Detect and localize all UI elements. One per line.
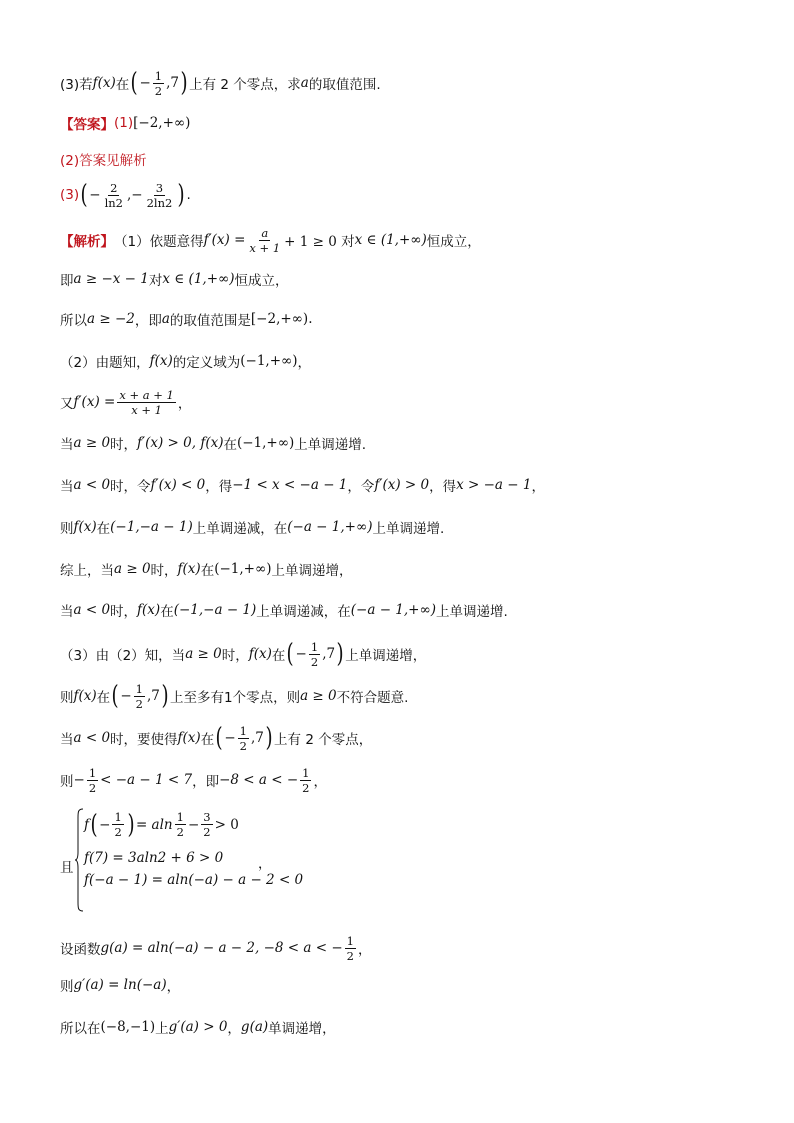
solution-line: 综上，当 a ≥ 0 时， f(x) 在 (−1,+∞) 上单调递增， <box>60 561 353 579</box>
brace-icon <box>74 808 84 912</box>
fraction: $\frac{2}{\ln 2}$ <box>104 180 123 210</box>
solution-line: 又 f′(x) = $\frac{x + a + 1}{x + 1}$ ， <box>60 387 192 417</box>
solution-line: 则 f(x) 在 (−1,−a − 1) 上单调递减，在 (−a − 1,+∞) 上单调递增. <box>60 519 445 537</box>
solution-line: 所以在 (−8,−1) 上 g′(a) > 0 ， g(a) 单调递增， <box>60 1019 336 1037</box>
fraction: $\frac{1}{2}$ <box>135 681 143 711</box>
solution-line: 则 g′(a) = ln(−a) ， <box>60 977 181 995</box>
solution-line: 当 a < 0 时， f(x) 在 (−1,−a − 1) 上单调递减，在 (−a − 1,+∞) 上单调递增. <box>60 602 508 620</box>
solution-line: 即 a ≥ −x − 1 对 x ∈ (1,+∞) 恒成立， <box>60 271 289 289</box>
fraction: $\frac{1}{2}$ <box>88 765 97 795</box>
fraction: $\frac{3}{2\ln 2}$ <box>146 180 173 210</box>
fraction: $\frac{a}{x + 1}$ <box>249 225 281 255</box>
system-row-3: f(−a − 1) = aln(−a) − a − 2 < 0 <box>84 872 304 888</box>
fraction: $\frac{1}{2}$ <box>176 810 184 839</box>
solution-line: 则 − $\frac{1}{2}$ < −a − 1 < 7 ，即 −8 < a < − $\frac{1}{2}$ ， <box>60 765 327 795</box>
answer-2: (2)答案见解析 <box>60 153 147 169</box>
fraction: $\frac{1}{2}$ <box>154 68 163 98</box>
solution-line: 当 a < 0 时，要使得 f(x) 在 ( − $\frac{1}{2}$ ,7 ) 上有 2 个零点， <box>60 723 373 753</box>
solution-part-3: （3）由（2）知，当 a ≥ 0 时， f(x) 在 ( − $\frac{1}{2}$ ,7 ) 上单调递增， <box>60 639 427 669</box>
answer-heading: 【答案】 (1) [−2,+∞) <box>60 115 191 133</box>
fraction: $\frac{1}{2}$ <box>114 810 122 839</box>
solution-line: 所以 a ≥ −2 ，即 a 的取值范围是 [−2,+∞). <box>60 311 313 329</box>
solution-line: 则 f(x) 在 ( − $\frac{1}{2}$ ,7 ) 上至多有1个零点，则 a ≥ 0 不符合题意. <box>60 681 409 711</box>
fraction: $\frac{1}{2}$ <box>346 933 354 963</box>
system-row-2: f(7) = 3aln2 + 6 > 0 <box>84 850 224 866</box>
fraction: $\frac{x + a + 1}{x + 1}$ <box>119 387 174 417</box>
solution-part-1: 【解析】 （1）依题意得 f′(x) = $\frac{a}{x + 1}$ + 1 ≥ 0 对 x ∈ (1,+∞) 恒成立， <box>60 225 481 255</box>
solution-line: 当 a ≥ 0 时， f′(x) > 0, f(x) 在 (−1,+∞) 上单调递增. <box>60 435 367 453</box>
fraction: $\frac{3}{2}$ <box>203 810 211 839</box>
question-3: (3)若 f(x) 在 ( − $\frac{1}{2}$ ,7 ) 上有 2 个零点，求 a 的取值范围. <box>60 68 381 98</box>
fraction: $\frac{1}{2}$ <box>239 723 247 753</box>
answer-3: (3) ( − $\frac{2}{\ln 2}$ ,− $\frac{3}{2\ln 2}$ ) . <box>60 180 191 210</box>
system-row-1: f ( − $\frac{1}{2}$ ) = aln $\frac{1}{2}$ − $\frac{3}{2}$ > 0 <box>84 809 239 840</box>
fraction: $\frac{1}{2}$ <box>310 639 319 669</box>
inequality-system: 且 f ( − $\frac{1}{2}$ ) = aln $\frac{1}{2}$ − $\frac{3}{2}$ > 0 f(7) = 3aln2 + 6 > 0 f(−a − 1) = aln(−a) − a − 2 < 0 ， <box>60 808 310 912</box>
fraction: $\frac{1}{2}$ <box>302 765 310 795</box>
solution-part-2: （2）由题知， f(x) 的定义域为 (−1,+∞) ， <box>60 353 312 371</box>
solution-line: 当 a < 0 时，令 f′(x) < 0 ，得 −1 < x < −a − 1 ，令 f′(x) > 0 ，得 x > −a − 1 ， <box>60 477 545 495</box>
solution-line: 设函数 g(a) = aln(−a) − a − 2, −8 < a < − $\frac{1}{2}$ ， <box>60 933 372 963</box>
